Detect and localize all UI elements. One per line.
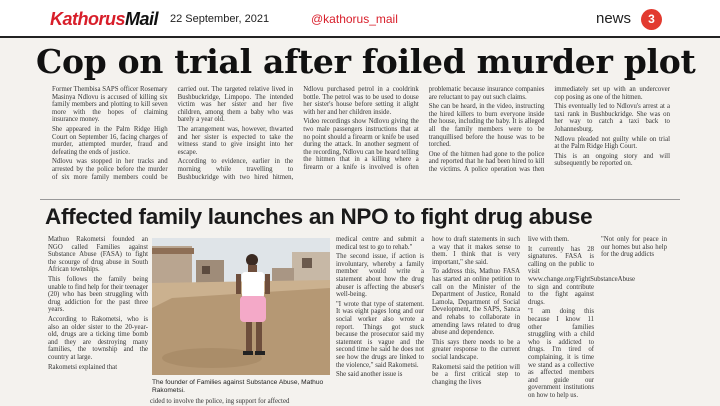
article-paragraph: She appeared in the Palm Ridge High Court on September 16, facing charges of murder, attempted murder, fraud and defeating the ends of justice. (52, 125, 168, 156)
article-paragraph: This eventually led to Ndlovu's arrest at a taxi rank in Bushbuckridge. She was on her way to catch a taxi back to Johannesburg. (554, 103, 670, 133)
page-number-badge: 3 (641, 9, 662, 30)
article-2-column-2-tail: cided to involve the police, ing support for affected (150, 398, 290, 405)
article-paragraph: One of the hitmen had gone to the police and reported that he had been hired to kill the victims. A police operation was then immediately set up with an undercover cop posing as one of the hitmen. (428, 86, 670, 173)
article-paragraph: Video recordings show Ndlovu giving the two male passengers instructions that at no point should a firearm or knife be used during the attack. In another segment of the recording, Ndlovu can be heard telling the hitmen that in a killing where a firearm or a knife is involved is often problematic because insurance companies are reluctant to pay out such claims. (303, 86, 545, 171)
article-paragraph: According to Rakometsi, who is also an older sister to the 20-year-old, drugs are a ticking time bomb and they are destroying many families, the township and the country at large. (48, 315, 148, 361)
article-paragraph: live with them. (528, 236, 569, 243)
article-paragraph: Former Thembisa SAPS officer Rosemary Masinya Ndlovu is accused of killing six family members and plotting to kill seven more with the hopes of claiming insurance money. (52, 86, 168, 124)
article-2-column-3 (336, 236, 424, 405)
article-paragraph: Rakometsi explained that (48, 363, 118, 371)
article-paragraph: "I wrote that type of statement. It was eight pages long and our social worker also wrote a report. Things got stuck because the prosecutor said my statement is vague and the second time he said he does not see how the drugs are linked to the violence," said Rakometsi. (336, 300, 424, 369)
article-2-column-5 (528, 236, 667, 405)
article-1-headline: Cop on trial after foiled murder plot (36, 42, 696, 81)
article-paragraph: According to evidence, earlier in the morning while travelling to Bushbuckridge with two hired hitmen, Ndlovu purchased petrol in a cooldrink bottle. The petrol was to be used to douse her sister's house before setting it alight with her and her children inside. (177, 86, 419, 181)
street-scene-image (152, 238, 330, 375)
article-paragraph: She said another issue is (336, 371, 403, 379)
section-label: news (596, 10, 632, 27)
masthead (0, 0, 720, 38)
article-paragraph: Rakometsi said the petition will be a first critical step to changing the lives (432, 363, 520, 386)
article-paragraph: Ndlovu pleaded not guilty while on trial at the Palm Ridge High Court. (554, 135, 670, 151)
article-paragraph: This follows the family being unable to find help for their teenager (20) who has been struggling with drug addiction for the past three years. (48, 275, 148, 314)
article-paragraph: She can be heard, in the video, instructing the hired killers to burn everyone inside the house, including the baby. It is alleged all the family members were to be tranquillised before the house was to be torched. (428, 103, 545, 149)
logo-part-2: Mail (125, 9, 159, 29)
article-paragraph: This is an ongoing story and will subsequently be reported on. (554, 152, 670, 168)
issue-date: 22 September, 2021 (170, 13, 270, 25)
photo-caption: The founder of Families against Substance Abuse, Mathuo Rakometsi. (152, 379, 324, 394)
article-divider (40, 199, 680, 200)
article-photo (152, 238, 330, 375)
article-2-column-1 (48, 236, 148, 405)
article-paragraph: how to draft statements in such a way that it makes sense to them. I think that is very important," she said. (432, 236, 520, 266)
article-paragraph: "I am doing this because I know 11 other families struggling with a child who is addicted to drugs. I'm tired of complaining, it is time we stand as a collective as affected members and guide our government institutions on how to help us. (528, 308, 594, 399)
social-handle: @kathorus_mail (311, 12, 398, 26)
article-2-headline: Affected family launches an NPO to fight drug abuse (45, 204, 593, 229)
article-paragraph: To address this, Mathuo FASA has started an online petition to call on the Minister of the Department of Justice, Ronald Lamola, Department of Social Development, the SAPS, Sanca and rehabs to collaborate in amending laws related to drug abuse and dependence. (432, 268, 520, 337)
logo-part-1: Kathorus (50, 9, 126, 29)
article-paragraph: This says there needs to be a greater response to the current social landscape. (432, 338, 520, 361)
article-paragraph: medical centre and submit a medical test to go to rehab." (336, 236, 424, 251)
article-paragraph: Ndlovu was stopped in her tracks and arrested by the police before the murder of six more family members could be carried out. The targeted relative lived in Bushbuckridge, Limpopo. The intended victim was her sister and her five children, among them a baby who was barely a year old. (52, 86, 294, 181)
article-paragraph: The arrangement was, however, thwarted and her sister is expected to take the witness stand to give insight into her escape. (177, 125, 294, 156)
article-2-column-4 (432, 236, 520, 405)
article-paragraph: The second issue, if action is involuntary, whereby a family member would write a statement about how the drug abuser is affecting the abuser's well-being. (336, 253, 424, 299)
newspaper-logo (50, 9, 158, 30)
article-paragraph: Mathuo Rakometsi founded an NGO called Families against Substance Abuse (FASA) to fight the scourge of drug abuse in South African townships. (48, 236, 148, 274)
article-1-body (52, 86, 670, 198)
article-paragraph: "Not only for peace in our homes but also help for the drug addicts (601, 236, 667, 259)
article-paragraph: It currently has 28 signatures. FASA is calling on the public to visit www.change.org/FightSubstanceAbuse to sign and contribute to the fight against drugs. (528, 245, 636, 306)
